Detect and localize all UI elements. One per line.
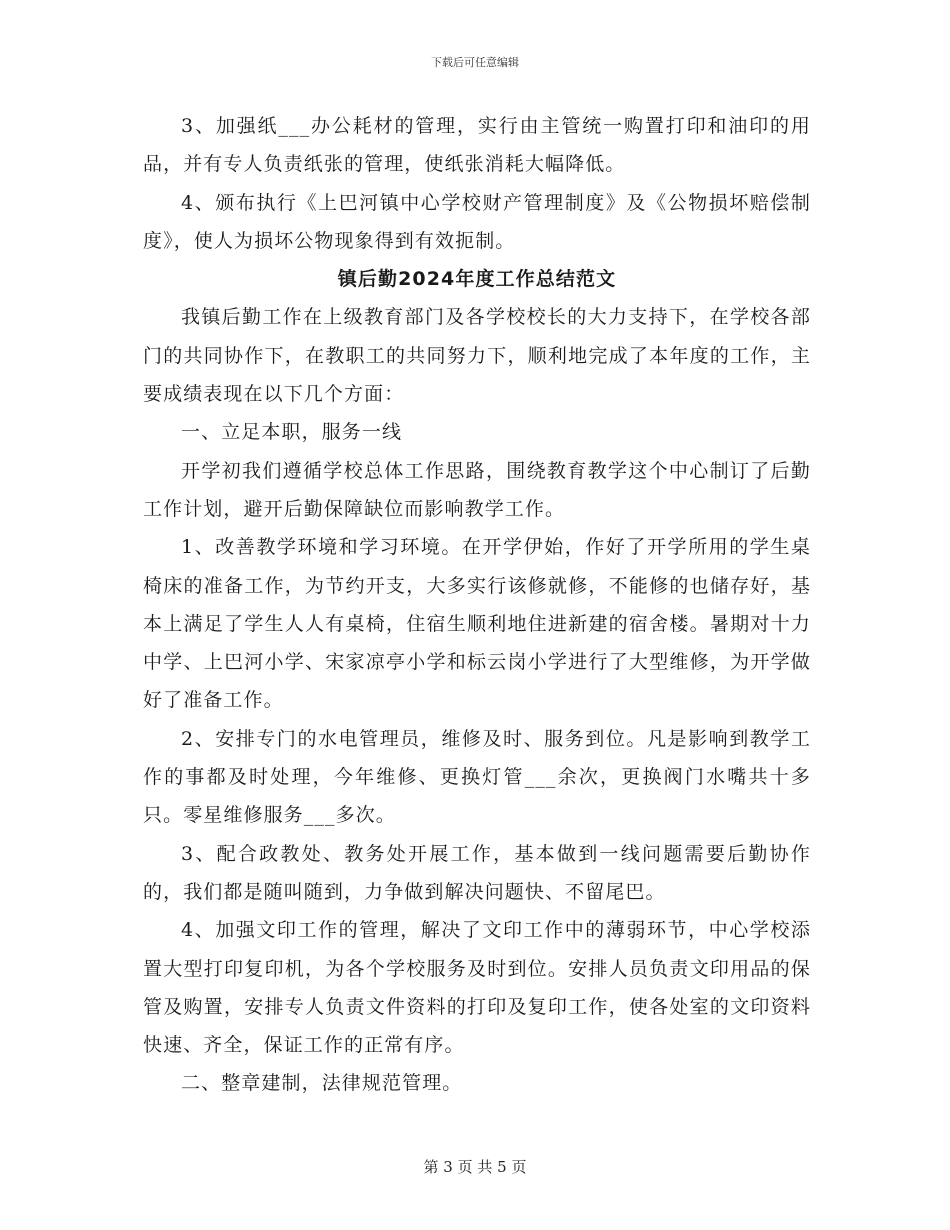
paragraph-intro: 我镇后勤工作在上级教育部门及各学校校长的大力支持下，在学校各部门的共同协作下，在教职工的共同努力下，顺利地完成了本年度的工作，主要成绩表现在以下几个方面：	[143, 306, 811, 406]
paragraph-printing: 4、加强文印工作的管理，解决了文印工作中的薄弱环节，中心学校添置大型打印复印机，为各个学校服务及时到位。安排人员负责文印用品的保管及购置，安排专人负责文件资料的打印及复印工作，使各处室的文印资料快速、齐全，保证工作的正常有序。	[143, 919, 811, 1057]
paragraph-plan: 开学初我们遵循学校总体工作思路，围绕教育教学这个中心制订了后勤工作计划，避开后勤保障缺位而影响教学工作。	[143, 459, 811, 520]
paragraph-environment: 1、改善教学环境和学习环境。在开学伊始，作好了开学所用的学生桌椅床的准备工作，为节约开支，大多实行该修就修，不能修的也储存好，基本上满足了学生人人有桌椅，住宿生顺利地住进新建的宿舍楼。暑期对十力中学、上巴河小学、宋家凉亭小学和标云岗小学进行了大型维修，为开学做好了准备工作。	[143, 536, 811, 712]
section-heading-2: 二、整章建制，法律规范管理。	[181, 1072, 463, 1095]
paragraph-item-4: 4、颁布执行《上巴河镇中心学校财产管理制度》及《公物损坏赔偿制度》，使人为损坏公物现象得到有效扼制。	[143, 191, 811, 252]
paragraph-maintenance: 2、安排专门的水电管理员，维修及时、服务到位。凡是影响到教学工作的事都及时处理，今年维修、更换灯管___余次，更换阀门水嘴共十多只。零星维修服务___多次。	[143, 727, 811, 827]
section-heading-1: 一、立足本职，服务一线	[181, 421, 403, 444]
document-title: 镇后勤2024年度工作总结范文	[337, 268, 617, 291]
document-body	[143, 107, 811, 1103]
paragraph-item-3: 3、加强纸___办公耗材的管理，实行由主管统一购置打印和油印的用品，并有专人负责纸张的管理，使纸张消耗大幅降低。	[143, 115, 811, 176]
page-header: 下载后可任意编辑	[431, 56, 519, 69]
page-number: 第 3 页 共 5 页	[423, 1158, 527, 1176]
paragraph-cooperation: 3、配合政教处、教务处开展工作，基本做到一线问题需要后勤协作的，我们都是随叫随到，力争做到解决问题快、不留尾巴。	[143, 842, 811, 903]
